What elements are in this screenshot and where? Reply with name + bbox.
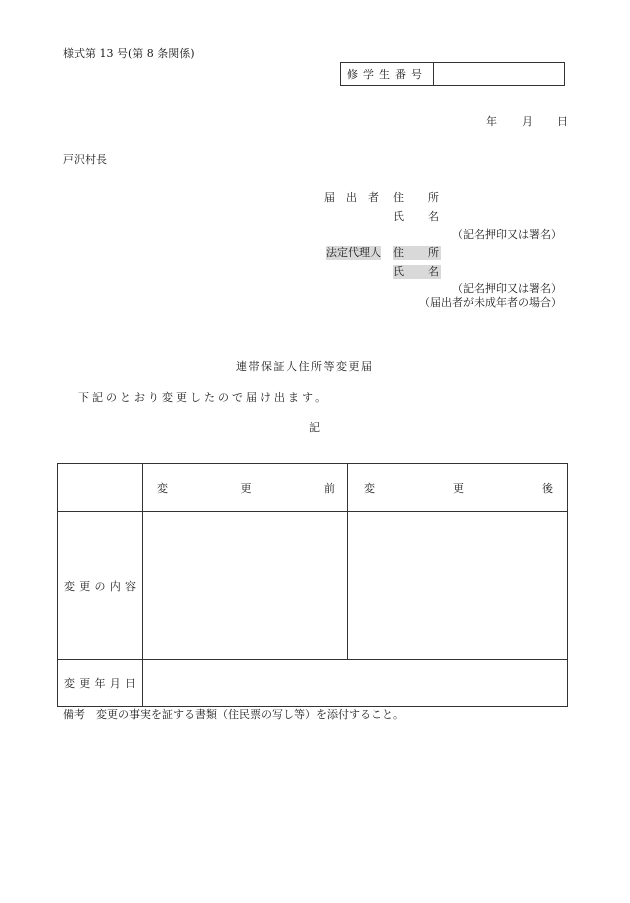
header-before bbox=[143, 480, 347, 496]
content-row-label-char: 変 bbox=[64, 579, 75, 593]
date-row-label-char: 月 bbox=[109, 677, 121, 690]
form-number: 様式第 13 号(第 8 条関係) bbox=[63, 47, 195, 60]
remarks: 備考 変更の事実を証する書類（住民票の写し等）を添付すること。 bbox=[63, 708, 404, 721]
content-row-label-char: 容 bbox=[125, 579, 136, 593]
notifier-name-label: 氏名 bbox=[393, 210, 463, 223]
header-before-char: 更 bbox=[240, 481, 252, 495]
header-before-char: 変 bbox=[157, 481, 168, 495]
content-row-label-char: 内 bbox=[109, 579, 121, 593]
content-before-cell[interactable] bbox=[143, 512, 348, 660]
date-month: 月 bbox=[522, 115, 533, 128]
notifier-seal-note: （記名押印又は署名） bbox=[452, 228, 562, 241]
student-number-box bbox=[340, 62, 565, 86]
student-number-label: 修学生番号 bbox=[341, 63, 434, 85]
date-row-label-char: 年 bbox=[94, 677, 106, 690]
representative-seal-note: （記名押印又は署名） bbox=[452, 282, 562, 295]
header-after bbox=[348, 480, 567, 496]
content-row-label bbox=[58, 578, 142, 594]
date-day: 日 bbox=[557, 115, 568, 128]
content-row-label-char: の bbox=[94, 579, 106, 593]
content-row-label-cell bbox=[58, 512, 143, 660]
date-row-label bbox=[58, 675, 142, 691]
student-number-field[interactable] bbox=[434, 63, 564, 85]
ki-label: 記 bbox=[309, 421, 320, 434]
date-row-label-cell bbox=[58, 660, 143, 707]
change-date-cell[interactable] bbox=[143, 660, 568, 707]
date-row-label-char: 変 bbox=[64, 677, 75, 690]
representative-name-label: 氏名 bbox=[393, 265, 463, 278]
header-before-cell bbox=[143, 464, 348, 512]
header-after-char: 更 bbox=[453, 481, 464, 495]
intro-text: 下記のとおり変更したので届け出ます。 bbox=[78, 391, 330, 404]
content-row-label-char: 更 bbox=[79, 579, 91, 593]
header-after-char: 後 bbox=[542, 481, 553, 495]
representative-label: 法定代理人 bbox=[326, 246, 381, 259]
addressee: 戸沢村長 bbox=[63, 153, 107, 166]
table-corner-cell bbox=[58, 464, 143, 512]
header-after-cell bbox=[348, 464, 568, 512]
header-before-char: 前 bbox=[324, 481, 335, 495]
representative-address-label: 住所 bbox=[393, 246, 463, 259]
notifier-label: 届出者 bbox=[324, 191, 390, 204]
header-after-char: 変 bbox=[364, 481, 375, 495]
content-after-cell[interactable] bbox=[348, 512, 568, 660]
representative-minor-note: （届出者が未成年者の場合） bbox=[419, 296, 562, 309]
date-row-label-char: 日 bbox=[125, 677, 136, 690]
document-title: 連帯保証人住所等変更届 bbox=[236, 360, 374, 373]
notifier-address-label: 住所 bbox=[393, 191, 463, 204]
date-year: 年 bbox=[486, 115, 497, 128]
change-table bbox=[57, 463, 568, 707]
date-row-label-char: 更 bbox=[79, 677, 91, 690]
